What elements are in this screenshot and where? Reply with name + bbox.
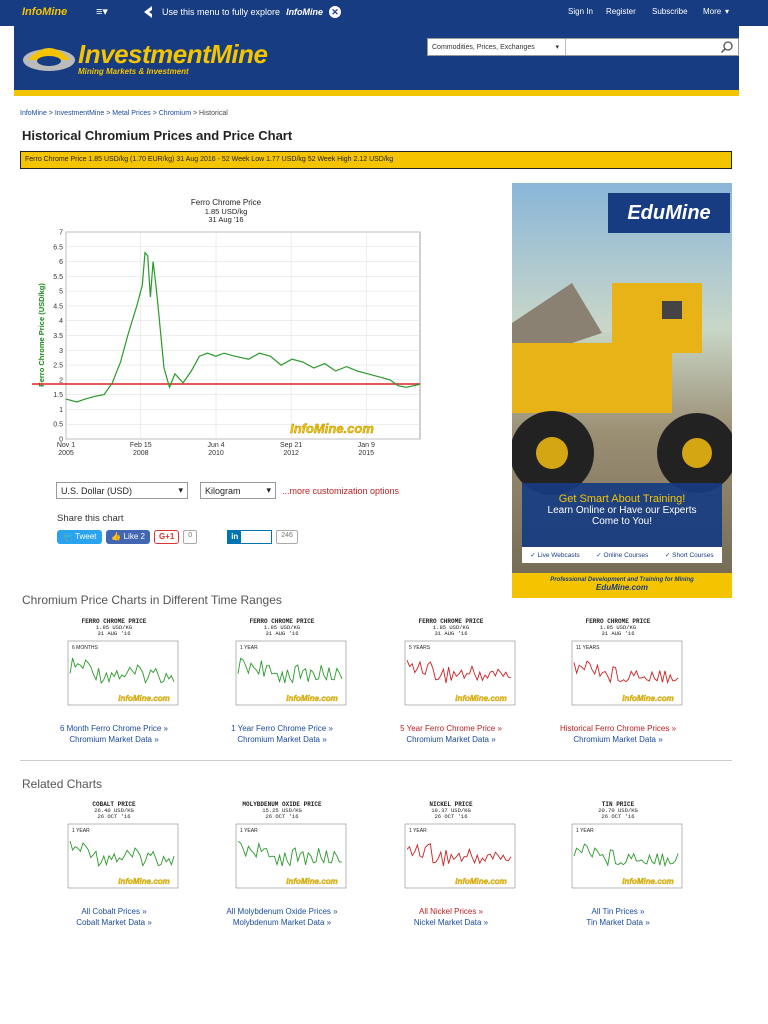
mini-chart-price: 15.25 USD/KG: [262, 807, 302, 814]
search-category-select[interactable]: [428, 39, 566, 55]
breadcrumb-infomine[interactable]: InfoMine: [20, 110, 47, 117]
chart-watermark: InfoMine.com: [455, 877, 507, 886]
mini-chart-price: 10.37 USD/KG: [431, 807, 471, 814]
search-category-value: Commodities, Prices, Exchanges: [432, 43, 535, 51]
linkedin-count: 246: [276, 530, 298, 544]
mini-chart-link[interactable]: 6 Month Ferro Chrome Price »: [59, 724, 169, 733]
chart-watermark: InfoMine.com: [622, 877, 674, 886]
search-icon[interactable]: [720, 40, 734, 54]
chart-watermark: InfoMine.com: [622, 694, 674, 703]
mini-chart-link[interactable]: Historical Ferro Chrome Prices »: [559, 724, 677, 733]
mini-chart-title: NICKEL PRICE: [429, 801, 473, 808]
y-tick-label: 2.5: [53, 362, 63, 370]
chart-subtitle-price: 1.85 USD/kg: [204, 207, 248, 216]
search-input[interactable]: [566, 39, 720, 55]
chevron-down-icon: ▾: [266, 485, 271, 495]
mini-chart-date: 26 OCT '16: [97, 813, 131, 820]
page-title: Historical Chromium Prices and Price Chart: [22, 128, 293, 143]
mini-chart[interactable]: [548, 800, 688, 900]
thumbs-up-icon: 👍: [111, 532, 122, 541]
tweet-button[interactable]: [57, 530, 102, 544]
chevron-down-icon: ▾: [555, 44, 559, 51]
arrow-left-icon: [140, 4, 156, 20]
mini-chart-range: 1 YEAR: [72, 828, 90, 834]
x-tick-label: 2005: [58, 450, 74, 457]
gplus-button[interactable]: G+1: [154, 530, 179, 544]
mini-chart-title: FERRO CHROME PRICE: [249, 618, 315, 625]
infomine-logo[interactable]: InfoMine: [22, 6, 68, 18]
ad-line3: Come to You!: [591, 516, 653, 527]
register-link[interactable]: Register: [606, 7, 636, 16]
chart-watermark: InfoMine.com: [455, 694, 507, 703]
y-tick-label: 3.5: [53, 333, 63, 340]
x-tick-label: 2012: [283, 450, 299, 457]
ad-bullet: ✓ Live Webcasts: [530, 552, 580, 559]
price-ticker: Ferro Chrome Price 1.85 USD/kg (1.70 EUR/kg) 31 Aug 2016 - 52 Week Low 1.77 USD/kg 52 Week High 2.12 USD/kg: [20, 151, 732, 169]
ad-bullet: ✓ Short Courses: [664, 552, 714, 559]
y-tick-label: 4.5: [53, 303, 63, 311]
mini-chart-links: [538, 906, 698, 928]
search-bar: [427, 38, 739, 56]
mini-chart-link[interactable]: 1 Year Ferro Chrome Price »: [231, 724, 333, 733]
mini-chart-link[interactable]: All Tin Prices »: [591, 907, 645, 916]
currency-select[interactable]: [56, 482, 188, 499]
mini-chart-range: 1 YEAR: [240, 828, 258, 834]
twitter-icon: 🐦: [63, 532, 73, 541]
mini-chart-title: MOLYBDENUM OXIDE PRICE: [242, 801, 322, 808]
brand[interactable]: [20, 40, 268, 76]
chart-watermark: InfoMine.com: [290, 421, 374, 436]
market-data-link[interactable]: Nickel Market Data »: [413, 918, 489, 927]
menu-hint: [140, 4, 341, 20]
mini-chart-links: [538, 723, 698, 745]
x-tick-label: Nov 1: [56, 442, 76, 449]
mini-chart[interactable]: [212, 617, 352, 717]
market-data-link[interactable]: Molybdenum Market Data »: [232, 918, 332, 927]
mini-chart-date: 26 OCT '16: [265, 813, 299, 820]
x-tick-label: Sep 21: [280, 442, 303, 449]
y-tick-label: 0: [59, 436, 63, 444]
mini-chart-link[interactable]: 5 Year Ferro Chrome Price »: [400, 724, 502, 733]
y-tick-label: 6.5: [53, 244, 63, 252]
section-title-related: Related Charts: [22, 777, 103, 791]
x-tick-label: Jun 4: [207, 442, 225, 449]
mini-chart-title: FERRO CHROME PRICE: [81, 618, 147, 625]
mini-chart-price: 1.85 USD/KG: [95, 624, 133, 631]
mini-chart[interactable]: [212, 800, 352, 900]
ad-bullets: [522, 547, 722, 563]
mini-chart-links: [34, 723, 194, 745]
mini-chart[interactable]: [381, 617, 521, 717]
chart-watermark: InfoMine.com: [118, 694, 170, 703]
mini-chart-date: 31 AUG '16: [265, 630, 299, 637]
share-label: Share this chart: [57, 513, 124, 524]
chart-watermark: InfoMine.com: [286, 694, 338, 703]
mini-chart-range: 6 MONTHS: [72, 645, 98, 651]
mini-chart-range: 1 YEAR: [576, 828, 594, 834]
helmet-logo-icon: [20, 40, 78, 76]
ad-footer: [512, 573, 732, 598]
mini-chart-links: [371, 906, 531, 928]
menu-hint-brand: InfoMine: [286, 7, 324, 17]
mini-chart-price: 20.70 USD/KG: [598, 807, 638, 814]
like-button[interactable]: [106, 530, 150, 544]
site-header: [14, 26, 739, 96]
mini-chart-link[interactable]: All Molybdenum Oxide Prices »: [226, 907, 338, 916]
chevron-down-icon[interactable]: ▾: [725, 7, 730, 16]
chart-watermark: InfoMine.com: [286, 877, 338, 886]
market-data-link[interactable]: Chromium Market Data »: [237, 735, 327, 744]
y-tick-label: 1.5: [53, 392, 63, 400]
main-price-chart[interactable]: [32, 195, 427, 465]
mining-truck-image: [512, 223, 732, 523]
unit-value: Kilogram: [205, 485, 241, 496]
mini-chart-range: 1 YEAR: [409, 828, 427, 834]
ad-headline: Get Smart About Training!: [558, 493, 686, 505]
market-data-link[interactable]: Chromium Market Data »: [406, 735, 496, 744]
like-label: Like 2: [123, 532, 145, 541]
mini-chart-title: FERRO CHROME PRICE: [418, 618, 484, 625]
ad-footer-text: Professional Development and Training for Mining: [550, 577, 694, 583]
edumine-ad[interactable]: [512, 183, 732, 598]
linkedin-icon: in: [228, 531, 241, 543]
market-data-link[interactable]: Cobalt Market Data »: [76, 918, 152, 927]
mini-chart-links: [202, 723, 362, 745]
mini-chart[interactable]: [44, 617, 184, 717]
mini-chart-price: 26.40 USD/KG: [94, 807, 134, 814]
mini-chart-link[interactable]: All Nickel Prices »: [418, 907, 483, 916]
mini-chart[interactable]: [44, 800, 184, 900]
mini-chart-date: 31 AUG '16: [97, 630, 131, 637]
mini-chart-links: [34, 906, 194, 928]
y-tick-label: 2: [59, 377, 63, 385]
chart-title: Ferro Chrome Price: [190, 198, 262, 207]
sign-in-link[interactable]: Sign In: [568, 7, 593, 16]
mini-chart-price: 1.85 USD/KG: [599, 624, 637, 631]
mini-chart-range: 5 YEARS: [409, 645, 431, 651]
y-tick-label: 6: [59, 259, 63, 267]
ad-footer-url: EduMine.com: [595, 583, 648, 592]
menu-icon[interactable]: ≡▾: [96, 6, 108, 18]
subscribe-link[interactable]: Subscribe: [652, 7, 688, 16]
more-menu[interactable]: More: [703, 7, 722, 16]
mini-chart-title: FERRO CHROME PRICE: [585, 618, 651, 625]
ad-overlay: [522, 483, 722, 563]
tweet-label: Tweet: [75, 532, 97, 541]
breadcrumb: InfoMine > InvestmentMine > Metal Prices > Chromium > Historical: [20, 110, 228, 117]
close-icon[interactable]: ✕: [329, 6, 341, 18]
mini-chart-link[interactable]: All Cobalt Prices »: [81, 907, 147, 916]
mini-chart-date: 26 OCT '16: [434, 813, 468, 820]
section-title-time-ranges: Chromium Price Charts in Different Time Ranges: [22, 593, 282, 607]
y-tick-label: 0.5: [53, 421, 63, 429]
brand-name: InvestmentMine: [78, 38, 268, 69]
y-tick-label: 5.5: [53, 273, 63, 281]
mini-chart-date: 26 OCT '16: [601, 813, 635, 820]
x-tick-label: Jan 9: [357, 442, 375, 449]
chart-watermark: InfoMine.com: [118, 877, 170, 886]
mini-chart-links: [202, 906, 362, 928]
market-data-link[interactable]: Chromium Market Data »: [69, 735, 159, 744]
x-tick-label: 2008: [132, 450, 149, 457]
mini-chart-title: COBALT PRICE: [92, 801, 136, 808]
mini-chart-range: 1 YEAR: [240, 645, 258, 651]
x-tick-label: 2015: [358, 450, 375, 457]
y-tick-label: 4: [59, 318, 63, 326]
ad-bullet: ✓ Online Courses: [596, 552, 649, 559]
market-data-link[interactable]: Tin Market Data »: [586, 918, 650, 927]
more-customization-link[interactable]: ...more customization options: [282, 485, 400, 496]
share-buttons: [57, 530, 298, 544]
brand-subtitle: Mining Markets & Investment: [78, 66, 189, 76]
top-bar: [0, 0, 768, 26]
market-data-link[interactable]: Chromium Market Data »: [573, 735, 663, 744]
gplus-count: 0: [183, 530, 197, 544]
y-tick-label: 7: [59, 229, 63, 237]
x-tick-label: 2010: [208, 450, 224, 457]
mini-chart-title: TIN PRICE: [601, 801, 635, 808]
mini-chart-date: 31 AUG '16: [601, 630, 635, 637]
chart-y-axis-label: Ferro Chrome Price (USD/kg): [37, 283, 46, 387]
chart-subtitle-date: 31 Aug '16: [208, 215, 244, 224]
menu-hint-text: Use this menu to fully explore: [162, 7, 281, 17]
ad-line2: Learn Online or Have our Experts: [547, 505, 697, 516]
divider: [20, 760, 732, 761]
mini-chart-links: [371, 723, 531, 745]
chart-controls: [56, 482, 399, 499]
linkedin-button[interactable]: [227, 530, 272, 544]
mini-chart-price: 1.85 USD/KG: [263, 624, 301, 631]
mini-chart[interactable]: [381, 800, 521, 900]
mini-chart[interactable]: [548, 617, 688, 717]
unit-select[interactable]: [200, 482, 276, 499]
edumine-logo: EduMine: [608, 193, 730, 233]
currency-value: U.S. Dollar (USD): [61, 485, 133, 496]
y-tick-label: 1: [59, 406, 63, 414]
mini-chart-range: 11 YEARS: [576, 645, 600, 651]
breadcrumb-metal-prices[interactable]: Metal Prices: [112, 110, 151, 117]
chevron-down-icon: ▾: [178, 485, 183, 495]
y-tick-label: 3: [59, 347, 63, 355]
mini-chart-price: 1.85 USD/KG: [432, 624, 470, 631]
breadcrumb-current: Historical: [199, 110, 228, 117]
y-tick-label: 5: [59, 288, 63, 296]
x-tick-label: Feb 15: [129, 442, 152, 449]
breadcrumb-investmentmine[interactable]: InvestmentMine: [54, 110, 105, 117]
mini-chart-date: 31 AUG '16: [434, 630, 468, 637]
breadcrumb-chromium[interactable]: Chromium: [158, 110, 192, 117]
